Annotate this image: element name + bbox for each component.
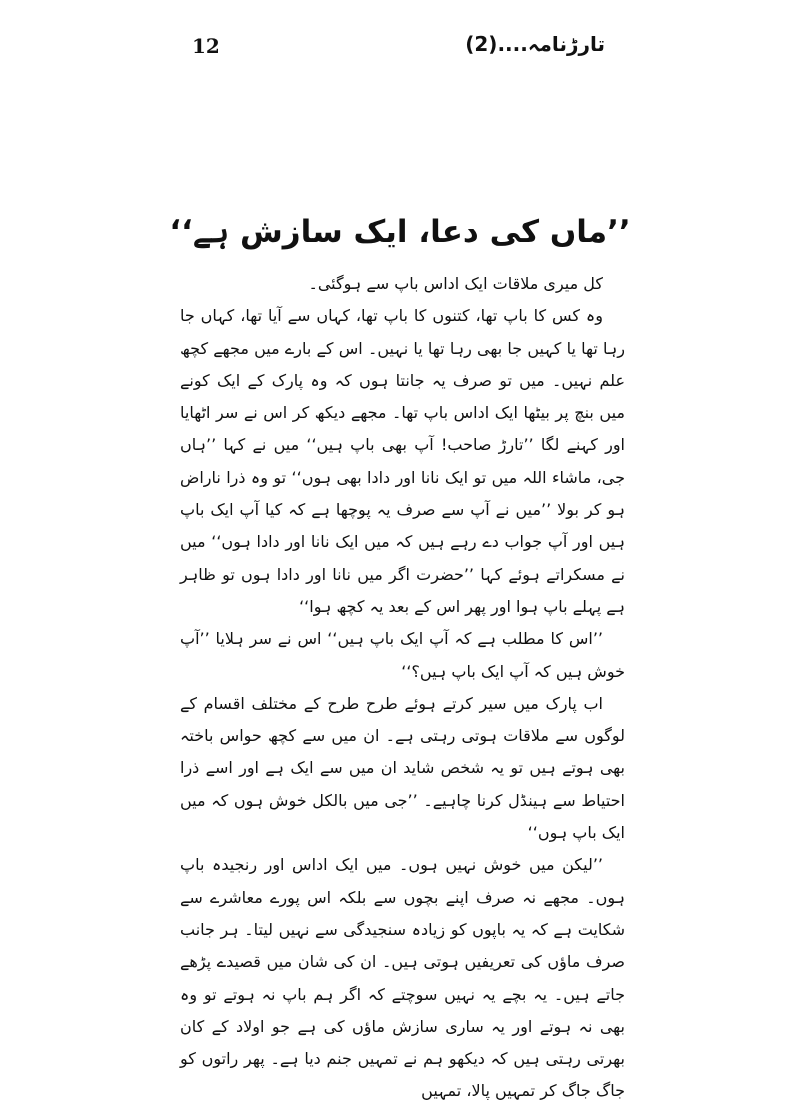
paragraph: اب پارک میں سیر کرتے ہوئے طرح طرح کے مختلف اقسام کے لوگوں سے ملاقات ہوتی رہتی ہے۔ ان میں سے کچھ حواس باختہ بھی ہوتے ہیں تو یہ شخص شاید ان میں سے ایک ہے اور اسے ذرا احتیاط سے ہینڈل کرنا چاہیے۔ ’’جی میں بالکل خوش ہوں کہ میں ایک باپ ہوں‘‘ [180, 693, 625, 843]
paragraph: ’’اس کا مطلب ہے کہ آپ ایک باپ ہیں‘‘ اس نے سر ہلایا ’’آپ خوش ہیں کہ آپ ایک باپ ہیں؟‘‘ [180, 629, 625, 681]
body-text [180, 268, 625, 1108]
paragraph: وہ کس کا باپ تھا، کتنوں کا باپ تھا، کہاں سے آیا تھا، کہاں جا رہا تھا یا کہیں جا بھی رہا تھا یا نہیں۔ اس کے بارے میں مجھے کچھ علم نہیں۔ میں تو صرف یہ جانتا ہوں کہ وہ پارک کے ایک کونے میں بنچ پر بیٹھا ایک اداس باپ تھا۔ مجھے دیکھ کر اس نے سر اٹھایا اور کہنے لگا ’’تارڑ صاحب! آپ بھی باپ ہیں‘‘ میں نے کہا ’’ہاں جی، ماشاء اللہ میں تو ایک نانا اور دادا بھی ہوں‘‘ تو وہ ذرا ناراض ہو کر بولا ’’میں نے آپ سے صرف یہ پوچھا ہے کہ کیا آپ ایک باپ ہیں اور آپ جواب دے رہے ہیں کہ میں ایک نانا اور دادا ہوں‘‘ میں نے مسکراتے ہوئے کہا ’’حضرت اگر میں نانا اور دادا ہوں تو ظاہر ہے پہلے باپ ہوا اور پھر اس کے بعد یہ کچھ ہوا‘‘ [180, 306, 626, 616]
paragraph: کل میری ملاقات ایک اداس باپ سے ہوگئی۔ [308, 274, 603, 293]
chapter-title: ’’ماں کی دعا، ایک سازش ہے‘‘ [169, 214, 631, 250]
running-head: تارڑنامہ....(2) [465, 32, 605, 56]
paragraph: ’’لیکن میں خوش نہیں ہوں۔ میں ایک اداس اور رنجیدہ باپ ہوں۔ مجھے نہ صرف اپنے بچوں سے بلکہ اس پورے معاشرے سے شکایت ہے کہ یہ باپوں کو زیادہ سنجیدگی سے نہیں لیتا۔ ہر جانب صرف ماؤں کی تعریفیں ہوتی ہیں۔ ان کی شان میں قصیدے پڑھے جاتے ہیں۔ یہ بچے یہ نہیں سوچتے کہ اگر ہم باپ نہ ہوتے تو وہ بھی نہ ہوتے اور یہ ساری سازش ماؤں کی ہے جو اولاد کے کان بھرتی رہتی ہیں کہ دیکھو ہم نے تمہیں جنم دیا ہے۔ پھر راتوں کو جاگ جاگ کر تمہیں پالا، تمہیں [180, 855, 625, 1101]
page-header [0, 18, 800, 58]
page-number: 12 [192, 34, 220, 58]
